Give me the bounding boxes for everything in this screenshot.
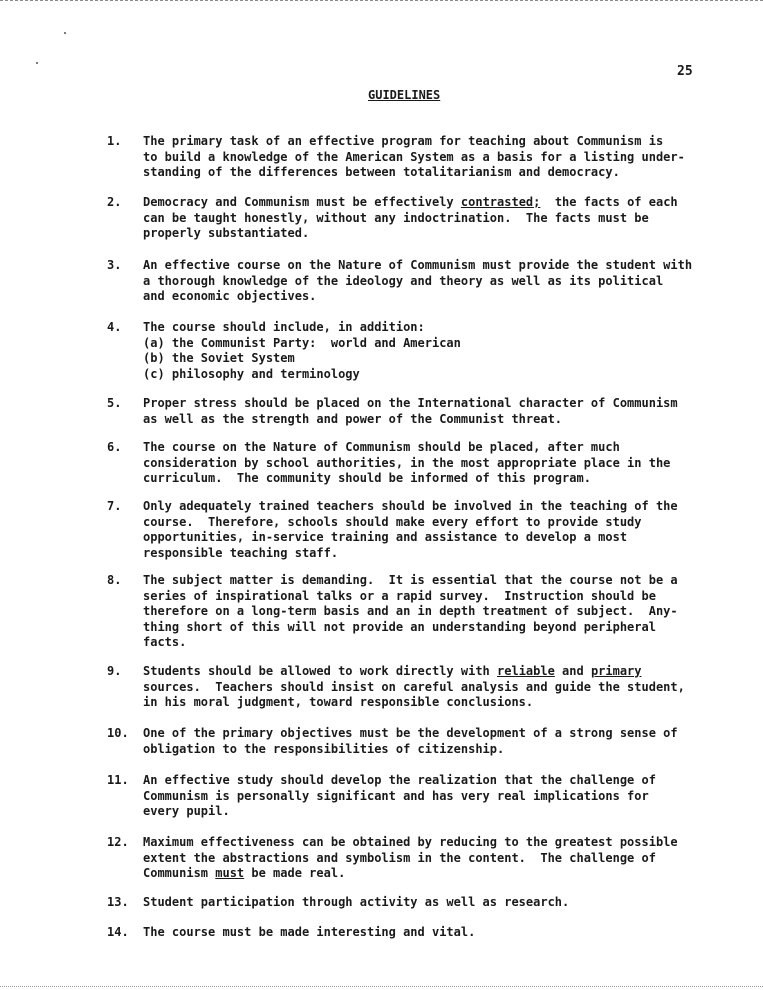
text-line: Student participation through activity as well as research. [143,895,570,909]
text-line [143,664,723,680]
item-text [143,499,723,561]
item-text [143,258,723,305]
text-line: An effective study should develop the realization that the challenge of [143,773,656,787]
item-text [143,134,723,181]
item-text [143,925,723,941]
item-number: 3. [107,258,122,272]
text-line: The course should include, in addition: [143,320,425,334]
text-line: and economic objectives. [143,289,317,303]
text-segment: the facts of each [540,195,678,209]
item-text [143,320,723,382]
text-line: The primary task of an effective program for teaching about Communism is [143,134,664,148]
item-number: 4. [107,320,122,334]
underlined-word: reliable [497,664,555,678]
item-number: 9. [107,664,122,678]
item-number: 8. [107,573,122,587]
item-text [143,664,723,711]
text-line: therefore on a long-term basis and an in depth treatment of subject. Any- [143,604,678,618]
item-text [143,895,723,911]
text-line: a thorough knowledge of the ideology and theory as well as its political [143,273,664,288]
underlined-word: primary [590,664,642,678]
text-line: standing of the differences between totalitarianism and democracy. [143,165,620,179]
item-text [143,573,723,651]
text-line: course. Therefore, schools should make every effort to provide study [143,514,642,529]
text-segment: be made real. [244,866,346,880]
item-text [143,396,723,427]
item-text [143,835,723,882]
text-segment: Communism [143,866,216,880]
underlined-word: contrasted; [460,195,541,209]
bottom-dotted-rule [0,986,763,987]
page-number: 25 [677,64,693,79]
item-number: 14. [107,925,129,939]
text-line: can be taught honestly, without any indoctrination. The facts must be [143,210,649,225]
text-line: Only adequately trained teachers should be involved in the teaching of the [143,499,678,513]
item-number: 2. [107,195,122,209]
top-dashed-rule [0,0,763,1]
text-line: Proper stress should be placed on the International character of Communism [143,396,678,410]
item-text [143,440,723,487]
text-line: (a) the Communist Party: world and American [143,335,461,350]
text-line: properly substantiated. [143,226,310,240]
underlined-word: must [215,866,245,880]
item-number: 10. [107,726,129,740]
item-number: 5. [107,396,122,410]
text-segment: Democracy and Communism must be effectively [143,195,461,209]
item-number: 12. [107,835,129,849]
text-line: obligation to the responsibilities of citizenship. [143,741,505,756]
text-line: to build a knowledge of the American System as a basis for a listing under- [143,149,685,164]
text-line: One of the primary objectives must be the development of a strong sense of [143,726,678,740]
item-number: 6. [107,440,122,454]
item-text [143,195,723,242]
text-segment: Students should be allowed to work directly with [143,664,498,678]
text-line: consideration by school authorities, in the most appropriate place in the [143,455,671,470]
text-line: The course on the Nature of Communism should be placed, after much [143,440,620,454]
text-line: The course must be made interesting and vital. [143,925,476,939]
scan-speck [36,62,38,64]
text-line: series of inspirational talks or a rapid survey. Instruction should be [143,588,656,603]
text-line: responsible teaching staff. [143,545,339,560]
page-title: GUIDELINES [368,88,441,102]
text-line: curriculum. The community should be informed of this program. [143,471,591,485]
text-line: sources. Teachers should insist on careful analysis and guide the student, [143,679,685,694]
text-line: every pupil. [143,804,230,818]
text-line: facts. [143,635,187,649]
item-number: 7. [107,499,122,513]
text-line: An effective course on the Nature of Communism must provide the student with [143,258,693,272]
text-segment: and [554,664,591,678]
item-text [143,726,723,757]
item-number: 13. [107,895,129,909]
item-text [143,773,723,820]
item-number: 1. [107,134,122,148]
text-line: Communism is personally significant and has very real implications for [143,788,649,803]
text-line: as well as the strength and power of the Communist threat. [143,411,563,426]
text-line: The subject matter is demanding. It is essential that the course not be a [143,573,678,587]
scan-speck [64,32,66,34]
text-line: Maximum effectiveness can be obtained by reducing to the greatest possible [143,835,678,849]
text-line: extent the abstractions and symbolism in the content. The challenge of [143,850,656,865]
text-line [143,195,723,211]
text-line: thing short of this will not provide an understanding beyond peripheral [143,619,656,634]
item-number: 11. [107,773,129,787]
text-line: opportunities, in-service training and assistance to develop a most [143,530,628,544]
text-line: (c) philosophy and terminology [143,366,360,381]
text-line: in his moral judgment, toward responsible conclusions. [143,695,534,709]
text-line [143,866,723,882]
text-line: (b) the Soviet System [143,351,295,365]
